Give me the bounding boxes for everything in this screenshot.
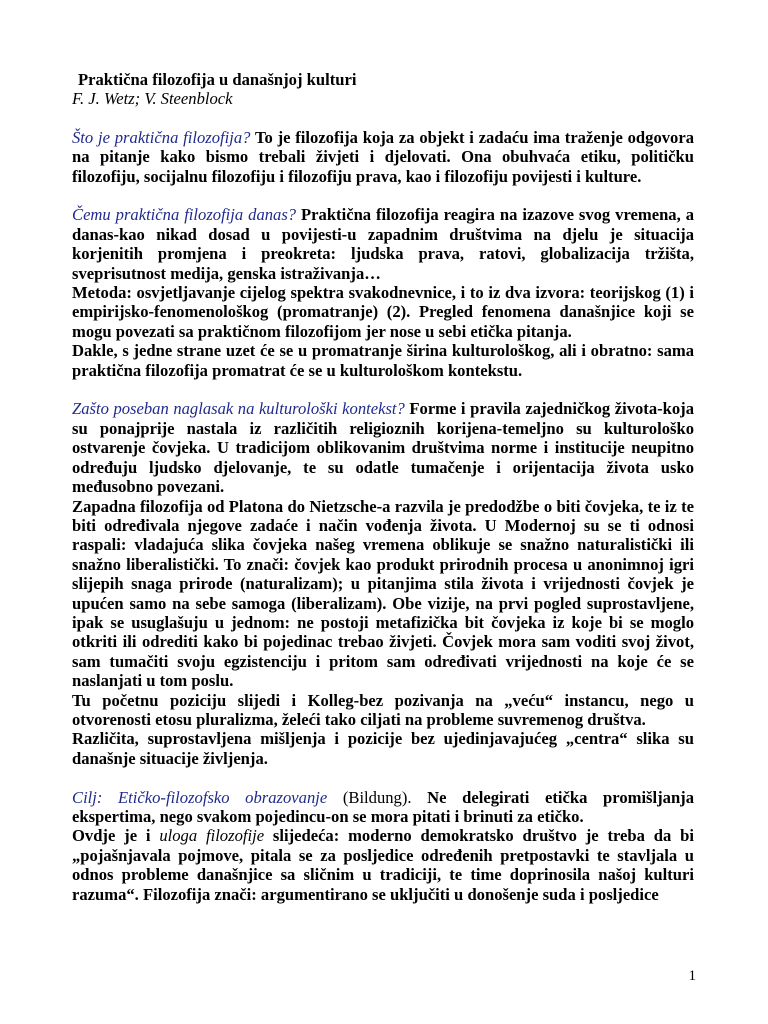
paragraph: Tu početnu poziciju slijedi i Kolleg-bez pozivanja na „veću“ instancu, nego u otvorenosti etosu pluralizma, želeći tako ciljati na probleme suvremenog društva. <box>72 690 694 729</box>
page-number: 1 <box>688 968 696 984</box>
paragraph: Različita, suprostavljena mišljenja i pozicije bez ujedinjavajućeg „centra“ slika su današnje situacije življenja. <box>72 729 694 768</box>
paragraph <box>72 399 694 496</box>
section-what-is-practical-philosophy <box>72 128 694 186</box>
paragraph <box>72 128 694 186</box>
document-title: Praktična filozofija u današnjoj kulturi <box>78 70 357 89</box>
paragraph-text: Ovdje je i <box>72 826 160 846</box>
paragraph-text: Praktična filozofija reagira na izazove svog vremena, a danas-kao nikad dosad u povijesti-u zapadnim društvima na djelu je situacija korjenitih promjena i preokreta: ljudska prava, ratovi, globalizacija tržišta, sveprisutnost medija, genska istraživanja… <box>72 205 694 283</box>
paragraph-text: Ne delegirati etička promišljanja ekspertima, nego svakom pojedincu-on se mora pitati i brinuti za etičko. <box>72 787 694 826</box>
paragraph <box>72 826 694 904</box>
section-goal <box>72 788 694 904</box>
paragraph-text: Forme i pravila zajedničkog života-koja su ponajprije nastala iz različitih religioznih korijena-temeljno su kulturološko ostvarenje čovjeka. U tradicijom oblikovanim društvima norme i institucije neupitno određuju ljudsko djelovanje, te su odatle tumačenje i orijentacija života usko međusobno povezani. <box>72 399 694 497</box>
paragraph-text: To je filozofija koja za objekt i zadaću ima traženje odgovora na pitanje kako bismo trebali živjeti i djelovati. Ona obuhvaća etiku, političku filozofiju, socijalnu filozofiju i filozofiju prava, kao i filozofiju povijesti i kulture. <box>72 127 694 186</box>
paragraph: Metoda: osvjetljavanje cijelog spektra svakodnevnice, i to iz dva izvora: teorijskog (1) i empirijsko-fenomenološkog (promatranje) (2). Pregled fenomena današnjice koji se mogu povezati sa praktičnom filozofijom jer nose u sebi etička pitanja. <box>72 283 694 341</box>
section-cultural-context <box>72 399 694 768</box>
paragraph: Dakle, s jedne strane uzet će se u promatranje širina kulturološkog, ali i obratno: sama praktična filozofija promatrat će se u kulturološkom kontekstu. <box>72 341 694 380</box>
paragraph: Zapadna filozofija od Platona do Nietzsche-a razvila je predodžbe o biti čovjeka, te iz te biti određivala njegove zadaće i način vođenja života. U Modernoj su se ti odnosi raspali: vladajuća slika čovjeka našeg vremena oblikuje se snažno naturalistički ili snažno liberalistički. To znači: čovjek kao produkt prirodnih procesa u anonimnoj igri slijepih snaga prirode (naturalizam); u pitanjima stila života i vrijednosti čovjek je upućen samo na sebe samoga (liberalizam). Obe vizije, na prvi pogled suprostavljene, ipak se usuglašuju u jednom: ne postoji metafizička bit čovjeka iz koje bi se moglo otkriti ili odrediti kako bi pojedinac trebao živjeti. Čovjek mora sam voditi svoj život, sam tumačiti svoju egzistenciju i pritom sam određivati vrijednosti na koje će se naslanjati u tom poslu. <box>72 496 694 691</box>
section-question: Čemu praktična filozofija danas? <box>72 205 297 225</box>
paragraph <box>72 205 694 283</box>
section-question: Zašto poseban naglasak na kulturološki kontekst? <box>72 399 405 419</box>
emphasis-text: uloga filozofije <box>159 826 265 846</box>
section-question: Što je praktična filozofija? <box>72 127 251 147</box>
paragraph <box>72 788 694 827</box>
document-authors: F. J. Wetz; V. Steenblock <box>72 89 233 109</box>
paragraph-text: slijedeća: moderno demokratsko društvo je treba da bi „pojašnjavala pojmove, pitala se za posljedice određenih pretpostavki te stavljala u odnos probleme današnjice sa sličnim u tradiciji, te time doprinosila našoj kulturi razuma“. Filozofija znači: argumentirano se uključiti u donošenje suda i posljedice <box>72 826 694 904</box>
document-page <box>72 70 694 923</box>
section-why-practical-philosophy-today <box>72 205 694 380</box>
title-block <box>72 70 694 109</box>
paragraph-text: (Bildung). <box>327 787 428 807</box>
section-label: Cilj: Etičko-filozofsko obrazovanje <box>72 787 328 807</box>
